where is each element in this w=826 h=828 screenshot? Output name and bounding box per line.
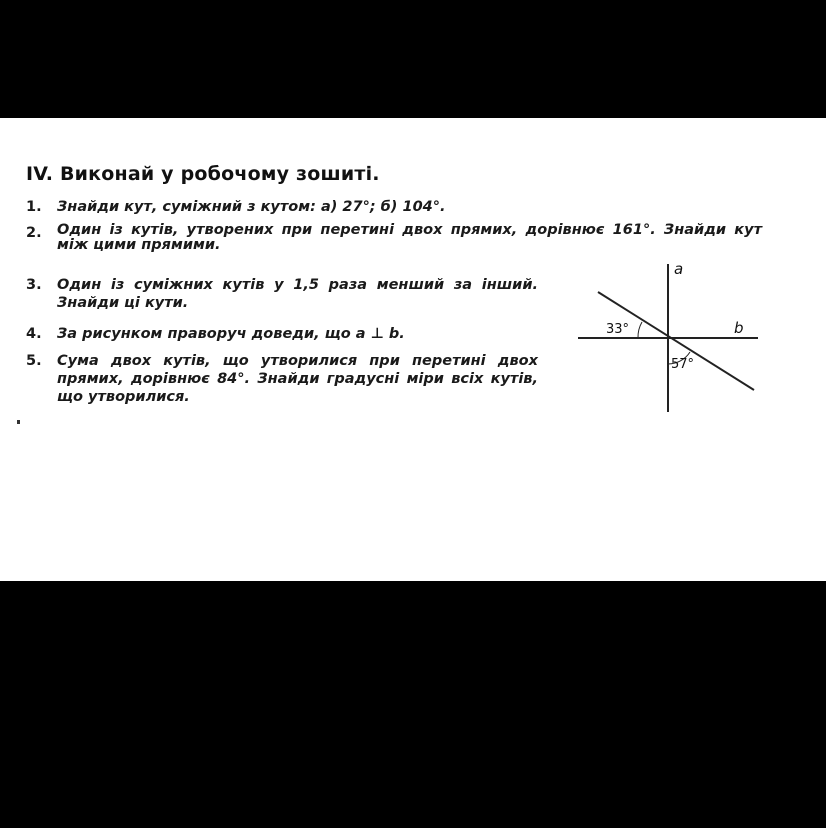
task-3 xyxy=(26,276,538,312)
task-text-line: Сума двох кутів, що утворилися при перетині двох xyxy=(57,353,538,369)
task-5 xyxy=(26,352,538,406)
task-number: 1. xyxy=(26,199,42,215)
section-heading: IV. Виконай у робочому зошиті. xyxy=(26,163,380,185)
task-number: 4. xyxy=(26,326,42,342)
task-text-line: Знайди кут, суміжний з кутом: а) 27°; б) 104°. xyxy=(57,199,446,215)
task-text-line: Один із кутів, утворених при перетині двох прямих, дорівнює 161°. Знайди кут xyxy=(57,222,762,238)
task-text-line: За рисунком праворуч доведи, що a ⊥ b. xyxy=(57,326,405,342)
task-text-line: Знайди ці кути. xyxy=(57,295,189,311)
task-text-line: Один із суміжних кутів у 1,5 раза менший за інший. xyxy=(57,277,538,293)
label-b: b xyxy=(734,319,744,337)
task-1 xyxy=(26,198,486,216)
geometry-diagram xyxy=(570,256,770,416)
angle-arc-top xyxy=(638,322,642,338)
task-number: 2. xyxy=(26,225,42,241)
angle-label-bottom: 57° xyxy=(671,357,695,372)
task-4 xyxy=(26,325,446,343)
task-text-line: прямих, дорівнює 84°. Знайди градусні міри всіх кутів, xyxy=(57,371,538,387)
textbook-page xyxy=(0,118,826,581)
task-2 xyxy=(26,224,762,254)
task-number: 5. xyxy=(26,353,42,369)
label-a: a xyxy=(674,260,684,278)
angle-label-top: 33° xyxy=(606,322,630,337)
task-text-line: між цими прямими. xyxy=(57,237,221,253)
transversal-line xyxy=(598,292,754,390)
task-text-line: що утворилися. xyxy=(57,389,190,405)
stray-mark xyxy=(17,420,20,424)
task-number: 3. xyxy=(26,277,42,293)
